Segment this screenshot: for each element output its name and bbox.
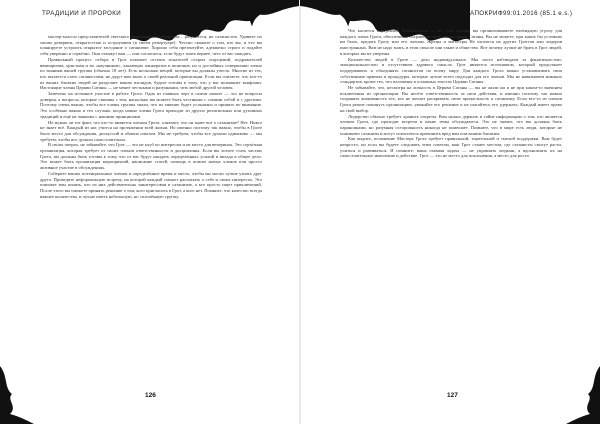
running-header: АПОКРИФ99:01.2016 (85.1 e.s.): [470, 10, 573, 17]
paragraph: Не нужно ли тот факт, что кто-то является членом Грота, означает, что он знает всё о сатанизме? Нет. Никто не знает всё. Каждый из нас учится на протяжении всей жизни. Но именно поэтому так важно, чтобы в Гроте было место для обсуждения, дискуссий и обмена опытом. Мы не требуем, чтобы все думали одинаково — мы требуем, чтобы все думали самостоятельно.: [40, 119, 262, 142]
corner-ornament-icon: [0, 366, 34, 424]
body-text: [340, 28, 562, 159]
paragraph: В своих операх, не забывайте, что Грот — это не клуб по интересам и не место для вечеринок. Это серьёзная организация, которая требует от своих членов ответственности и дисциплины. Если вы хотите стать частью Грота, вы должны быть готовы к тому, что от вас будут ожидать определённых усилий и вклада в общее дело. Это может быть организация мероприятий, написание статей, помощь в поиске новых членов или просто активное участие в обсуждениях.: [40, 142, 262, 171]
corner-ornament-icon: [566, 366, 600, 424]
paragraph: Соберите ваших потенциальных членов в определённое время и место, чтобы вы могли лучше узнать друг друга. Проведите неформальную встречу, на которой каждый сможет рассказать о себе и своих интересах. Это поможет вам понять, кто из них действительно заинтересован в сатанизме, а кто просто ищет приключений. После этого вы сможете принять решение о том, кого пригласить в Грот, а кого нет. Помните, что качество всегда важнее количества, и лучше иметь небольшую, но сплочённую группу.: [40, 170, 263, 199]
paragraph: мастер-классы представителей светского оккультного сообщества... разумеется, не сатанистов. Удивите их своим доверием, открытостью и остроумием (в своём репертуаре). Честно скажите о том, кто вы, и что вы планируете устроить открытое заседание о сатанизме. Хорошо себя презентуйте, адекватно строго и подайте себя уверенно и серьёзно. Они откажут вам — или согласятся, если будут знать вернее, чего от вас ожидать.: [40, 34, 262, 57]
paragraph: Что касается внутренней безопасности — по сути говоря, вы организовываете очевидную угрозу для каждого члена Грота, обеспечивая сохранение всех наших форм Сатаны. Вы не можете, при каких бы условиях ни было, предать Гроту или его членам. Жрецы и магистры Не охотятся на других Гроттов или лидеров иностранных. Вам не надо знать, в этом смысле они такие и общество. Вот почему лучше не брать в Грот людей, в которых вы не уверены.: [340, 28, 562, 56]
paragraph: Правильный процесс отбора в Грот поможет отсеять искателей острых ощущений, подражателей вампиризма, христиан и их «научников», хакающих панкератов и шпионов, но и достойных совершенно лично по знаниям вашей группы (обычно 18 лет). Есть несколько вещей, которые вы должны учесть. Многие из тех, кто пытается стать сатанистами, не дадут вам знать о своей реальной ориентации. Если вы считаете, что кто-то из ваших близких людей не разделяет ваших взглядов, будьте готовы к тому, что у вас возникнет конфликт. Настоящие члены Церкви Сатаны — не менее честными и разумными, чем любой другой человек.: [40, 56, 262, 91]
right-page: [300, 0, 600, 424]
page-number: 127: [447, 392, 458, 399]
body-text: [40, 34, 262, 199]
running-header: ТРАДИЦИИ И ПРОРОКИ: [42, 10, 122, 17]
paragraph: Как видите, положение Мастера Грота требует правильной, тщательной и смелой поддержки. Вам будет непросто, но если вы будете следовать этим советам, ваш Грот станет местом, где сатанисты смогут расти, учиться и развиваться. И помните: ваша главная задача — не управлять людьми, а вдохновлять их на самостоятельное мышление и действие. Грот — это не место для поклонения, а место для роста.: [340, 136, 562, 159]
page-number: 126: [145, 392, 156, 399]
paragraph: Замечено на истинное участие в работе Грота. Одна из главных черт в самом начале — это не вопросы доверия, а вопросы, которые связаны с тем, насколько вы можете быть честными с самими собой и с другими. Поэтому очень важно, чтобы все члены группы знали, что их мнение будет услышано и принято во внимание. Это особенно важно в тех случаях, когда новые члены Грота приходят из других религиозных или духовных традиций и ещё не знакомы с нашими принципами.: [40, 91, 262, 119]
paragraph: Количество людей в Гроте — дело индивидуальное. Мы часто наблюдаем за фанатичностью, эмоциональностью и отсутствием здравого смысла. Грот является источником, который продолжает поддерживать и объединять сатанистов по всему миру. Для каждого Грота важно устанавливать свои собственные правила и процедуры, которые лучше всего подходят для его членов. Мы не навязываем никаких стандартов, кроме тех, что изложены в основных текстах Церкви Сатаны.: [340, 56, 562, 85]
paragraph: Не забывайте, что, несмотря на личность в Церкви Сатаны — вы не жили ни и не при каком-то внешнем исключении из организации. Вы несёте ответственность за свои действия, и именно поэтому так важно сохранять анонимность тех, кто не желает раскрывать свою причастность к сатанизму. Если кто-то из членов Грота решит покинуть организацию, уважайте его решение и не пытайтесь его удержать. Каждый имеет право на свой выбор.: [340, 85, 562, 113]
paragraph: Лидерство обычно требует хранить секреты. Вам нужно держать в тайне информацию о том, кто является членом Грота, где проходят встречи и какие темы обсуждаются. Это не значит, что вы должны быть параноиками, но разумная осторожность никогда не помешает. Помните, что в мире есть люди, которые не понимают сатанизм и могут попытаться причинить вред вам или вашим близким.: [340, 113, 562, 136]
